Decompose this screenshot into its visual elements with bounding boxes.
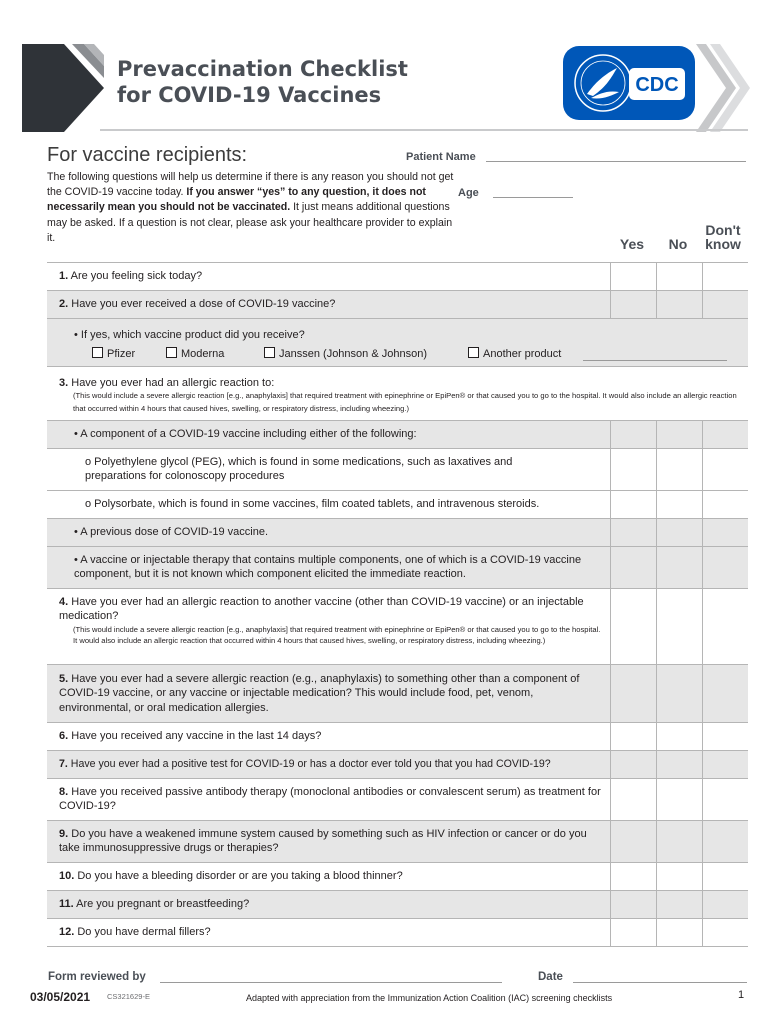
footer-note: Adapted with appreciation from the Immunization Action Coalition (IAC) screening checklists (246, 993, 613, 1003)
option-pfizer[interactable]: Pfizer (92, 347, 135, 360)
answer-dont-know-cell[interactable] (702, 547, 748, 588)
answer-yes-cell[interactable] (610, 891, 656, 918)
checkbox-icon[interactable] (92, 347, 103, 358)
question-text: 6. Have you received any vaccine in the last 14 days? (59, 730, 322, 742)
vaccine-product-question: • If yes, which vaccine product did you receive? (74, 329, 305, 341)
page-number: 1 (738, 989, 745, 1001)
checkbox-icon[interactable] (468, 347, 479, 358)
question-row-2 (47, 291, 748, 319)
answer-dont-know-cell[interactable] (702, 291, 748, 318)
answer-yes-cell[interactable] (610, 263, 656, 290)
col-yes: Yes (619, 236, 645, 252)
question-row-5 (47, 665, 748, 723)
question-text: 7. Have you ever had a positive test for COVID-19 or has a doctor ever told you that you had COVID-19? (59, 758, 551, 770)
question-row-10 (47, 863, 748, 891)
vaccine-product-row (47, 319, 748, 367)
question-row-11 (47, 891, 748, 919)
answer-no-cell[interactable] (656, 421, 702, 448)
intro-line2: It just means additional questions may be asked. If a question is not clear, please ask your healthcare provider to explain it. (47, 201, 453, 244)
question-text: 9. Do you have a weakened immune system caused by something such as HIV infection or cancer or do you take immunosuppressive drugs or therapies? (59, 828, 587, 855)
another-product-field[interactable] (583, 360, 727, 361)
question-text: 3. Have you ever had an allergic reaction to: (This would include a severe allergic reaction [e.g., anaphylaxis] that required treatment with epinephrine or EpiPen® or that caused you to go to the hospital. It would also include an allergic reaction that occurred within 4 hours that caused hives, swelling, or respiratory distress, including wheezing.) (47, 367, 748, 420)
header-chevron-decoration (22, 44, 104, 132)
date-field[interactable] (573, 982, 747, 983)
answer-yes-cell[interactable] (610, 449, 656, 490)
answer-yes-cell[interactable] (610, 547, 656, 588)
form-reviewed-by-label: Form reviewed by (48, 971, 146, 983)
question-text: • A previous dose of COVID-19 vaccine. (74, 526, 269, 538)
intro-bold: If you answer “yes” to any question, it does not necessarily mean you should not be vaccinated. (47, 186, 426, 214)
question-text: 1. Are you feeling sick today? (59, 270, 203, 282)
page-title: Prevaccination Checklist for COVID-19 Vaccines (117, 57, 408, 107)
answer-dont-know-cell[interactable] (702, 891, 748, 918)
answer-no-cell[interactable] (656, 491, 702, 518)
answer-yes-cell[interactable] (610, 821, 656, 862)
answer-yes-cell[interactable] (610, 291, 656, 318)
answer-dont-know-cell[interactable] (702, 491, 748, 518)
question-text: 5. Have you ever had a severe allergic reaction (e.g., anaphylaxis) to something other than a component of COVID-19 vaccine, or any vaccine or injectable medication? This would include food, pet, venom, environmental, or oral medication allergies. (59, 673, 580, 714)
question-text: • A vaccine or injectable therapy that contains multiple components, one of which is a COVID-19 vaccine component, but it is not known which component elicited the immediate reaction. (74, 554, 582, 581)
answer-no-cell[interactable] (656, 821, 702, 862)
age-field[interactable] (493, 197, 573, 198)
question-row-3a2 (47, 491, 748, 519)
intro-line1: The following questions will help us determine if there is any reason you should not get the COVID-19 vaccine today. (47, 171, 454, 199)
question-text: • A component of a COVID-19 vaccine including either of the following: (74, 428, 417, 440)
col-dont-know: Don't know (705, 222, 741, 252)
question-row-9 (47, 821, 748, 863)
answer-no-cell[interactable] (656, 919, 702, 946)
answer-dont-know-cell[interactable] (702, 263, 748, 290)
question-text: 8. Have you received passive antibody therapy (monoclonal antibodies or convalescent serum) as treatment for COVID-19? (59, 786, 601, 813)
answer-yes-cell[interactable] (610, 779, 656, 820)
answer-no-cell[interactable] (656, 891, 702, 918)
answer-dont-know-cell[interactable] (702, 421, 748, 448)
answer-yes-cell[interactable] (610, 589, 656, 664)
question-row-4 (47, 589, 748, 665)
col-no: No (668, 236, 688, 252)
form-date: 03/05/2021 (30, 990, 91, 1004)
question-row-7 (47, 751, 748, 779)
answer-no-cell[interactable] (656, 519, 702, 546)
answer-yes-cell[interactable] (610, 723, 656, 750)
question-row-12 (47, 919, 748, 947)
answer-no-cell[interactable] (656, 723, 702, 750)
patient-name-label: Patient Name (406, 151, 476, 163)
date-label: Date (538, 971, 563, 983)
answer-dont-know-cell[interactable] (702, 723, 748, 750)
answer-dont-know-cell[interactable] (702, 519, 748, 546)
question-row-6 (47, 723, 748, 751)
header-chevron-right-decoration (696, 44, 756, 132)
answer-no-cell[interactable] (656, 547, 702, 588)
question-note: (This would include a severe allergic reaction [e.g., anaphylaxis] that required treatment with epinephrine or EpiPen® or that caused you to go to the hospital. It would also include an allergic reaction that occurred within 4 hours that caused hives, swelling, or respiratory distress, including wheezing.) (73, 391, 737, 413)
intro-heading: For vaccine recipients: (47, 144, 248, 166)
answer-no-cell[interactable] (656, 779, 702, 820)
question-text: 4. Have you ever had an allergic reaction to another vaccine (other than COVID-19 vaccine) or an injectable medication? (This would include a severe allergic reaction [e.g., anaphylaxis] that required treatment with epinephrine or EpiPen® or that caused you to go to the hospital. It would also include an allergic reaction that occurred within 4 hours that caused hives, swelling, or respiratory distress, including wheezing.) (59, 596, 601, 646)
question-note: (This would include a severe allergic reaction [e.g., anaphylaxis] that required treatment with epinephrine or EpiPen® or that caused you to go to the hospital. It would also include an allergic reaction that occurred within 4 hours that caused hives, swelling, or respiratory distress, including wheezing.) (73, 624, 601, 646)
question-text: 11. Are you pregnant or breastfeeding? (59, 898, 250, 910)
answer-yes-cell[interactable] (610, 519, 656, 546)
answer-dont-know-cell[interactable] (702, 449, 748, 490)
question-row-3a1 (47, 449, 748, 491)
checklist-table (47, 262, 748, 947)
answer-yes-cell[interactable] (610, 919, 656, 946)
answer-no-cell[interactable] (656, 751, 702, 778)
checkbox-icon[interactable] (264, 347, 275, 358)
form-code: CS321629-E (107, 992, 150, 1001)
answer-yes-cell[interactable] (610, 421, 656, 448)
question-row-8 (47, 779, 748, 821)
question-text: o Polysorbate, which is found in some vaccines, film coated tablets, and intravenous steroids. (85, 498, 540, 510)
question-text: 2. Have you ever received a dose of COVID-19 vaccine? (59, 298, 336, 310)
answer-dont-know-cell[interactable] (702, 863, 748, 890)
intro-text (47, 170, 459, 246)
option-moderna[interactable]: Moderna (166, 347, 224, 360)
answer-no-cell[interactable] (656, 449, 702, 490)
cdc-logo (563, 46, 695, 120)
age-label: Age (458, 187, 479, 199)
checkbox-icon[interactable] (166, 347, 177, 358)
answer-no-cell[interactable] (656, 665, 702, 722)
answer-dont-know-cell[interactable] (702, 821, 748, 862)
answer-dont-know-cell[interactable] (702, 919, 748, 946)
question-text: o Polyethylene glycol (PEG), which is found in some medications, such as laxatives and preparations for colonoscopy procedures (85, 456, 513, 483)
answer-no-cell[interactable] (656, 291, 702, 318)
cdc-logo-text: CDC (635, 74, 679, 96)
question-text: 10. Do you have a bleeding disorder or are you taking a blood thinner? (59, 870, 403, 882)
answer-dont-know-cell[interactable] (702, 751, 748, 778)
question-row-3c (47, 547, 748, 589)
patient-name-field[interactable] (486, 161, 746, 162)
answer-no-cell[interactable] (656, 263, 702, 290)
answer-dont-know-cell[interactable] (702, 779, 748, 820)
answer-yes-cell[interactable] (610, 491, 656, 518)
form-reviewed-by-field[interactable] (160, 982, 502, 983)
answer-dont-know-cell[interactable] (702, 665, 748, 722)
question-row-3a (47, 421, 748, 449)
answer-dont-know-cell[interactable] (702, 589, 748, 664)
answer-yes-cell[interactable] (610, 863, 656, 890)
answer-yes-cell[interactable] (610, 751, 656, 778)
answer-no-cell[interactable] (656, 863, 702, 890)
header-rule (100, 129, 748, 131)
option-another-product[interactable]: Another product (468, 347, 561, 360)
question-row-3 (47, 367, 748, 421)
question-text: 12. Do you have dermal fillers? (59, 926, 211, 938)
option-janssen[interactable]: Janssen (Johnson & Johnson) (264, 347, 427, 360)
answer-no-cell[interactable] (656, 589, 702, 664)
question-row-1 (47, 263, 748, 291)
answer-yes-cell[interactable] (610, 665, 656, 722)
question-row-3b (47, 519, 748, 547)
